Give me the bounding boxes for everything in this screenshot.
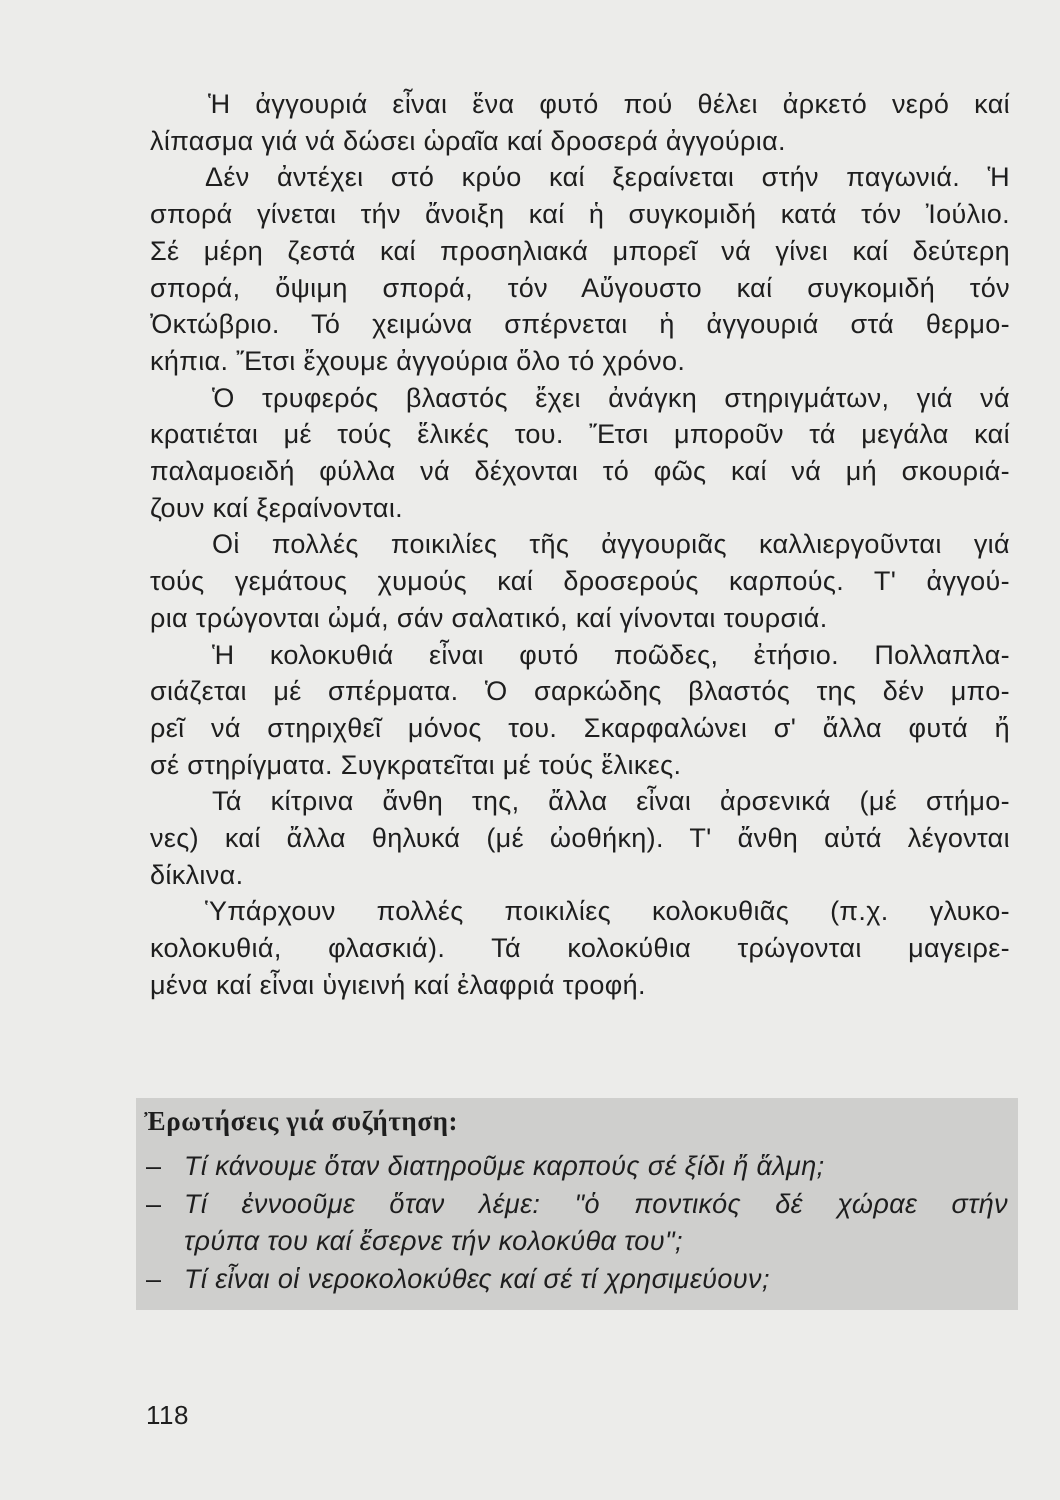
- question-text: Τί κάνουμε ὅταν διατηροῦμε καρπούς σέ ξίδι ἤ ἅλμη;: [184, 1151, 825, 1181]
- paragraph-zucchini-varieties: [150, 893, 1010, 1003]
- text-line: παλαμοειδή φύλλα νά δέχονται τό φῶς καί νά μή σκουριά-: [150, 456, 1010, 487]
- text-line: κήπια. Ἔτσι ἔχουμε ἀγγούρια ὅλο τό χρόνο.: [150, 345, 686, 376]
- text-line: ρεῖ νά στηριχθεῖ μόνος του. Σκαρφαλώνει σ' ἄλλα φυτά ἤ: [150, 712, 1010, 743]
- questions-title: Ἐρωτήσεις γιά συζήτηση:: [144, 1106, 459, 1136]
- text-line: τούς γεμάτους χυμούς καί δροσερούς καρπούς. Τ' ἀγγού-: [150, 566, 1010, 597]
- discussion-questions-box: [136, 1098, 1018, 1310]
- text-line: Δέν ἀντέχει στό κρύο καί ξεραίνεται στήν παγωνιά. Ἡ: [205, 162, 1010, 193]
- text-line: Ὑπάρχουν πολλές ποικιλίες κολοκυθιᾶς (π.χ. γλυκο-: [205, 896, 1010, 927]
- paragraph-cucumber-cold: [150, 159, 1010, 379]
- text-line: σέ στηρίγματα. Συγκρατεῖται μέ τούς ἕλικες.: [150, 749, 682, 780]
- page-number: 118: [146, 1400, 189, 1430]
- questions-list: [146, 1148, 1008, 1298]
- text-line: σπορά γίνεται τήν ἄνοιξη καί ἡ συγκομιδή κατά τόν Ἰούλιο.: [150, 199, 1010, 230]
- question-text: Τί εἶναι οἱ νεροκολοκύθες καί σέ τί χρησιμεύουν;: [184, 1263, 770, 1294]
- paragraph-cucumber-varieties: [150, 526, 1010, 636]
- paragraph-zucchini-intro: [150, 637, 1010, 784]
- body-text: [150, 86, 1010, 1004]
- text-line: σπορά, ὄψιμη σπορά, τόν Αὔγουστο καί συγκομιδή τόν: [150, 272, 1010, 303]
- text-line: ζουν καί ξεραίνονται.: [150, 492, 404, 523]
- paragraph-cucumber-intro: [150, 86, 1010, 159]
- question-dash: –: [146, 1188, 162, 1219]
- question-dash: –: [146, 1263, 162, 1294]
- text-line: σιάζεται μέ σπέρματα. Ὁ σαρκώδης βλαστός της δέν μπο-: [150, 676, 1010, 707]
- paragraph-cucumber-stem: [150, 380, 1010, 527]
- question-text: Τί ἐννοοῦμε ὅταν λέμε: "ὁ ποντικός δέ χώραε στήν: [184, 1188, 1008, 1219]
- text-line: λίπασμα γιά νά δώσει ὡραῖα καί δροσερά ἀγγούρια.: [150, 125, 786, 156]
- text-line: Ἡ ἀγγουριά εἶναι ἕνα φυτό πού θέλει ἀρκετό νερό καί: [208, 89, 1010, 119]
- text-line: δίκλινα.: [150, 859, 244, 890]
- text-line: Οἱ πολλές ποικιλίες τῆς ἀγγουριᾶς καλλιεργοῦνται γιά: [212, 529, 1010, 560]
- text-line: νες) καί ἄλλα θηλυκά (μέ ὠοθήκη). Τ' ἄνθη αὐτά λέγονται: [150, 823, 1010, 854]
- text-line: κολοκυθιά, φλασκιά). Τά κολοκύθια τρώγονται μαγειρε-: [150, 933, 1010, 964]
- question-text: τρύπα του καί ἔσερνε τήν κολοκύθα του";: [184, 1226, 683, 1256]
- text-line: Τά κίτρινα ἄνθη της, ἄλλα εἶναι ἀρσενικά (μέ στήμο-: [212, 786, 1010, 817]
- text-line: ρια τρώγονται ὠμά, σάν σαλατικό, καί γίνονται τουρσιά.: [150, 602, 828, 633]
- question-item: [146, 1148, 1008, 1186]
- text-line: Ὁ τρυφερός βλαστός ἔχει ἀνάγκη στηριγμάτων, γιά νά: [212, 382, 1010, 413]
- text-line: Ἡ κολοκυθιά εἶναι φυτό ποῶδες, ἐτήσιο. Πολλαπλα-: [212, 639, 1010, 670]
- paragraph-zucchini-flowers: [150, 783, 1010, 893]
- text-line: μένα καί εἶναι ὑγιεινή καί ἐλαφριά τροφή.: [150, 969, 646, 1000]
- question-item: [146, 1261, 1008, 1299]
- text-line: Ὀκτώβριο. Τό χειμώνα σπέρνεται ἡ ἀγγουριά στά θερμο-: [150, 309, 1010, 340]
- text-line: κρατιέται μέ τούς ἕλικές του. Ἔτσι μποροῦν τά μεγάλα καί: [150, 419, 1010, 450]
- question-dash: –: [146, 1151, 162, 1181]
- question-item: [146, 1186, 1008, 1261]
- text-line: Σέ μέρη ζεστά καί προσηλιακά μπορεῖ νά γίνει καί δεύτερη: [150, 235, 1010, 266]
